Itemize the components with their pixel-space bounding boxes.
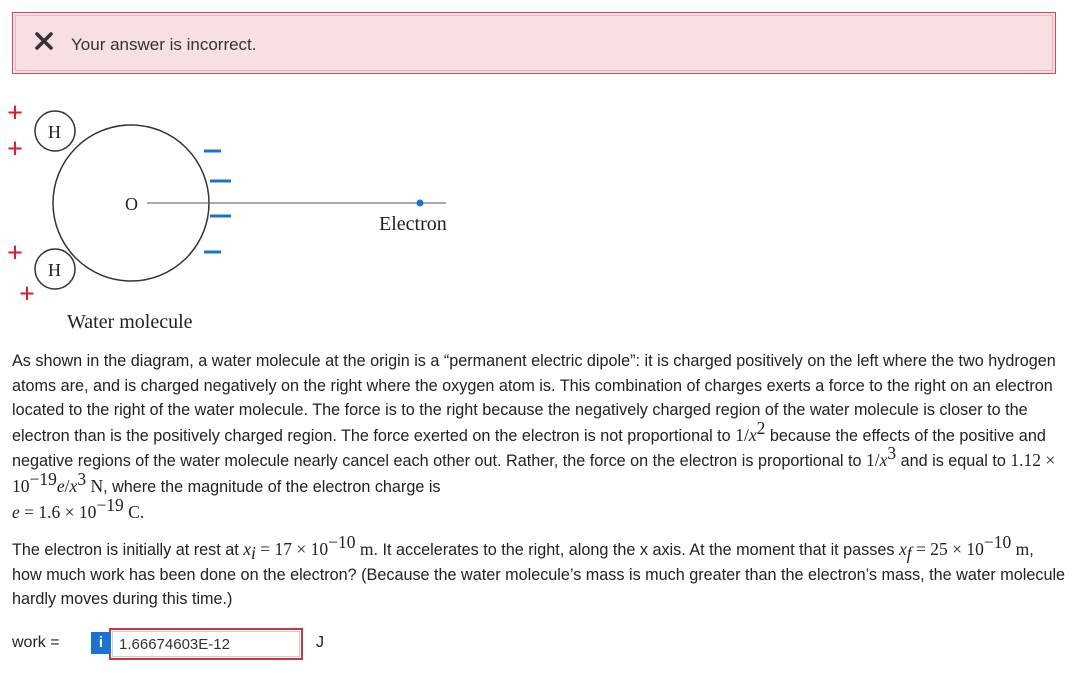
work-label: work = (12, 634, 60, 651)
x-icon (33, 30, 55, 52)
problem-paragraph-2: The electron is initially at rest at $x_i = 17 \times 10^{-10}$ m. It accelerates to the right, along the x axis. At the moment that it passes $x_f = 25 \times 10^{-10}$ m, how much work has been done on the electron? (Because the water molecule’s mass is much greater than the electron’s mass, the water molecule hardly moves during this time.) (12, 532, 1066, 609)
hydrogen-label-bottom: H (48, 260, 61, 280)
water-molecule-diagram (0, 100, 480, 340)
work-answer-box[interactable] (109, 628, 303, 660)
hydrogen-label-top: H (48, 122, 61, 142)
feedback-message: Your answer is incorrect. (71, 35, 257, 54)
problem-paragraph-1: As shown in the diagram, a water molecule at the origin is a “permanent electric dipole”: it is charged positively on the left where the two hydrogen atoms are, and is charged negatively on the right where the oxygen atom is. This combination of charges exerts a force to the right on an electron located to the right of the water molecule. The force is to the right because the negatively charged region of the water molecule is closer to the electron than is the positively charged region. The force exerted on the electron is not proportional to $1/x^2$ because the effects of the positive and negative regions of the water molecule nearly cancel each other out. Rather, the force on the electron is proportional to $1/x^3$ and is equal to $1.12 \times 10^{-19}e/x^3$ N, where the magnitude of the electron charge is $e = 1.6 \times 10^{-19}$ C. (12, 352, 1056, 522)
diagram-caption: Water molecule (67, 311, 193, 333)
plus-sign-2: + (7, 134, 23, 165)
plus-sign-3: + (7, 238, 23, 269)
plus-sign-4: + (19, 279, 35, 310)
answer-row (12, 628, 512, 662)
work-unit: J (316, 634, 324, 651)
feedback-banner (12, 12, 1056, 74)
electron-label: Electron (379, 213, 447, 235)
oxygen-label: O (125, 194, 138, 214)
plus-sign-1: + (7, 100, 23, 129)
info-icon[interactable]: i (91, 632, 111, 654)
electron-dot (417, 200, 424, 207)
work-answer-input[interactable] (119, 634, 289, 654)
